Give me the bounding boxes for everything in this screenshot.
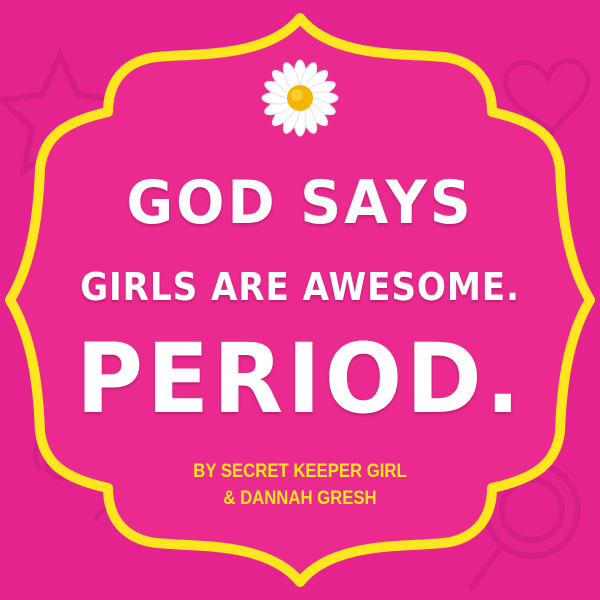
headline-line-3: PERIOD. [76,323,524,435]
byline-line-2: & DANNAH GRESH [223,488,377,509]
byline-line-1: BY SECRET KEEPER GIRL [193,461,407,482]
headline-line-2: GIRLS ARE AWESOME. [80,265,520,309]
headline-line-1: GOD SAYS [126,168,474,238]
